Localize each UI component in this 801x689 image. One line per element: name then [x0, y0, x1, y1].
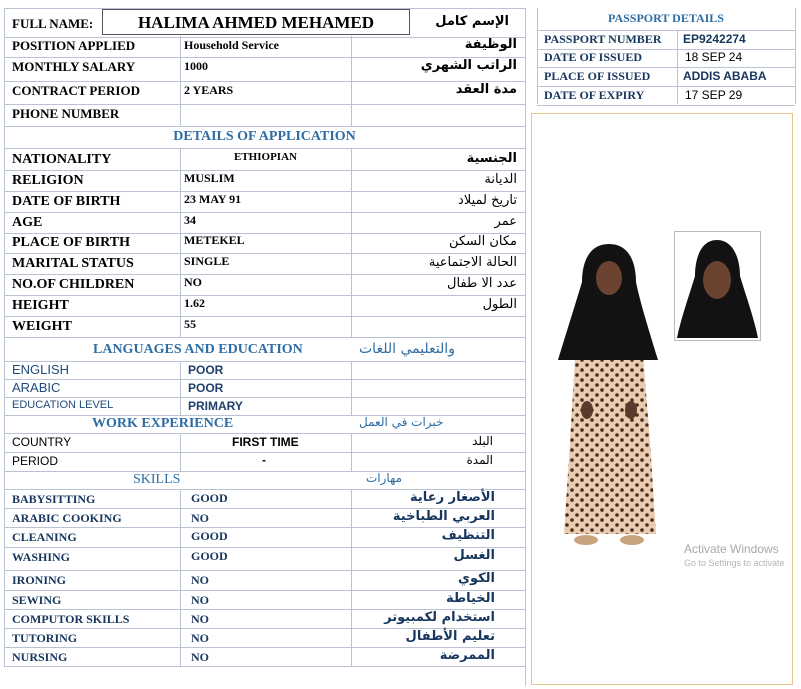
skill-row [4, 547, 525, 571]
portrait-image [675, 232, 760, 340]
passport-row-value: EP9242274 [683, 32, 746, 46]
passport-row-value: 17 SEP 29 [685, 88, 743, 102]
column-divider [351, 397, 352, 415]
skill-row-value: GOOD [191, 529, 228, 543]
details-row-value: ETHIOPIAN [234, 151, 297, 163]
work-row-label: COUNTRY [12, 435, 72, 449]
details-section-title: DETAILS OF APPLICATION [4, 126, 525, 149]
details-row [4, 295, 525, 317]
column-divider [351, 527, 352, 547]
column-divider [351, 489, 352, 508]
column-divider [351, 36, 352, 57]
column-divider [180, 57, 181, 81]
basic-row-label: MONTHLY SALARY [12, 59, 136, 74]
details-row-value: NO [184, 275, 202, 289]
column-divider [351, 57, 352, 81]
skill-row-ar: الأصغار رعاية [410, 490, 495, 505]
language-row-label: EDUCATION LEVEL [12, 399, 114, 411]
column-divider [351, 508, 352, 527]
details-row-value: METEKEL [184, 233, 245, 247]
column-divider [180, 295, 181, 316]
skill-row-ar: الغسل [453, 548, 495, 563]
basic-row-label: CONTRACT PERIOD [12, 83, 140, 98]
passport-row-value: ADDIS ABABA [683, 69, 767, 83]
details-row [4, 170, 525, 192]
column-divider [180, 628, 181, 647]
skill-row-label: IRONING [12, 573, 67, 587]
column-divider [351, 433, 352, 452]
skill-row-label: COMPUTOR SKILLS [12, 612, 130, 626]
details-row [4, 191, 525, 213]
details-row-ar: تاريخ لميلاد [458, 193, 517, 208]
column-divider [180, 397, 181, 415]
column-divider [351, 316, 352, 337]
languages-title-ar: والتعليمي اللغات [359, 341, 455, 357]
table-left-border [4, 8, 5, 666]
column-divider [180, 316, 181, 337]
details-row-ar: عمر [494, 214, 517, 229]
full-body-photo [554, 242, 664, 552]
skill-row-value: NO [191, 612, 209, 626]
skill-row-ar: التنظيف [441, 528, 495, 543]
photo-frame [531, 113, 793, 685]
full-name-row [4, 8, 525, 38]
work-section-header [4, 415, 525, 434]
details-row-label: RELIGION [12, 173, 84, 188]
column-divider [180, 433, 181, 452]
column-divider [180, 170, 181, 191]
skill-row-ar: استخدام لكمبيوتر [384, 610, 495, 625]
details-row-ar: الديانة [484, 172, 517, 187]
column-divider [351, 590, 352, 609]
basic-row-value: 2 YEARS [184, 83, 234, 97]
passport-row-value: 18 SEP 24 [685, 50, 743, 64]
skill-row [4, 647, 525, 667]
details-row-label: DATE OF BIRTH [12, 194, 121, 209]
language-row [4, 361, 525, 380]
passport-row [537, 67, 795, 87]
details-row-ar: مكان السكن [448, 234, 517, 249]
passport-row [537, 48, 795, 68]
column-divider [351, 570, 352, 590]
passport-row-label: DATE OF ISSUED [544, 50, 643, 64]
skill-row-label: CLEANING [12, 530, 77, 544]
details-row [4, 232, 525, 254]
work-row-value: - [262, 453, 266, 467]
details-row-ar: الحالة الاجتماعية [428, 255, 517, 270]
details-row-ar: الجنسية [466, 151, 517, 166]
details-row-label: WEIGHT [12, 319, 72, 334]
column-divider [180, 191, 181, 212]
column-divider [180, 647, 181, 666]
passport-divider [677, 30, 678, 104]
column-divider [180, 527, 181, 547]
details-row [4, 253, 525, 275]
activate-windows-subtitle: Go to Settings to activate [684, 558, 785, 568]
basic-row-ar: الوظيفة [464, 37, 517, 52]
skill-row-value: NO [191, 573, 209, 587]
column-divider [351, 379, 352, 397]
details-row-label: HEIGHT [12, 298, 69, 313]
skill-row-label: NURSING [12, 650, 68, 664]
full-name-label: FULL NAME: [12, 16, 94, 31]
column-divider [180, 361, 181, 379]
skill-row [4, 527, 525, 548]
basic-row-label: POSITION APPLIED [12, 38, 136, 53]
details-row-value: 34 [184, 213, 196, 227]
skills-title-ar: مهارات [366, 471, 403, 485]
column-divider [351, 361, 352, 379]
details-row [4, 149, 525, 171]
skill-row-ar: تعليم الأطفال [405, 629, 495, 644]
skill-row-label: ARABIC COOKING [12, 511, 122, 525]
details-row-ar: عدد الا طفال [447, 276, 517, 291]
skill-row-value: NO [191, 631, 209, 645]
languages-section-header [4, 339, 525, 362]
work-row-value: FIRST TIME [232, 435, 299, 449]
basic-row [4, 104, 525, 127]
column-divider [180, 104, 181, 126]
details-row-value: MUSLIM [184, 171, 235, 185]
details-row-label: PLACE OF BIRTH [12, 235, 131, 250]
column-divider [351, 81, 352, 104]
skill-row-label: BABYSITTING [12, 492, 96, 506]
column-divider [351, 191, 352, 212]
skill-row [4, 590, 525, 610]
column-divider [180, 274, 181, 295]
skill-row-ar: الكوي [458, 571, 495, 586]
passport-right-border [795, 8, 796, 104]
column-divider [351, 212, 352, 233]
passport-row-label: PASSPORT NUMBER [544, 32, 662, 46]
basic-row [4, 57, 525, 82]
work-title-ar: خبرات في العمل [359, 415, 444, 429]
column-divider [351, 253, 352, 274]
skill-row [4, 609, 525, 629]
column-divider [180, 212, 181, 233]
language-row-value: PRIMARY [188, 399, 243, 413]
skill-row-value: GOOD [191, 491, 228, 505]
skill-row-label: TUTORING [12, 631, 78, 645]
language-row-label: ENGLISH [12, 362, 70, 377]
skill-row-value: NO [191, 511, 209, 525]
languages-title: LANGUAGES AND EDUCATION [93, 342, 303, 357]
skill-row [4, 508, 525, 528]
passport-row [537, 86, 795, 106]
column-divider [351, 628, 352, 647]
passport-title: PASSPORT DETAILS [537, 8, 795, 31]
column-divider [351, 232, 352, 253]
column-divider [180, 36, 181, 57]
details-row-label: NATIONALITY [12, 152, 112, 167]
activate-windows-title: Activate Windows [684, 542, 779, 556]
work-row [4, 433, 525, 453]
basic-row-value: 1000 [184, 59, 208, 73]
details-row [4, 212, 525, 234]
skill-row [4, 489, 525, 509]
column-divider [180, 379, 181, 397]
basic-row-value: Household Service [184, 38, 279, 52]
work-row [4, 452, 525, 472]
column-divider [351, 647, 352, 666]
skill-row-ar: الخياطة [445, 591, 495, 606]
skill-row-value: NO [191, 593, 209, 607]
details-row-ar: الطول [482, 297, 517, 312]
details-row [4, 274, 525, 296]
column-divider [351, 104, 352, 126]
work-row-label: PERIOD [12, 454, 59, 468]
column-divider [351, 295, 352, 316]
skills-title: SKILLS [133, 472, 181, 487]
basic-row-ar: مدة العقد [455, 82, 517, 97]
column-divider [180, 81, 181, 104]
basic-row-ar: الراتب الشهري [420, 58, 517, 73]
column-divider [180, 590, 181, 609]
details-row [4, 316, 525, 338]
details-row-value: 23 MAY 91 [184, 192, 242, 206]
skill-row-ar: الممرضة [439, 648, 495, 663]
skill-row-label: SEWING [12, 593, 62, 607]
column-divider [180, 452, 181, 471]
passport-row-label: PLACE OF ISSUED [544, 69, 651, 83]
details-row-label: MARITAL STATUS [12, 256, 134, 271]
skill-row [4, 570, 525, 591]
full-name-value: HALIMA AHMED MEHAMED [102, 9, 410, 35]
work-row-ar: المدة [466, 453, 493, 467]
details-row-value: 55 [184, 317, 196, 331]
column-divider [351, 274, 352, 295]
language-row-value: POOR [188, 363, 224, 377]
passport-row-label: DATE OF EXPIRY [544, 88, 645, 102]
details-row-label: AGE [12, 215, 43, 230]
skill-row-value: GOOD [191, 549, 228, 563]
column-divider [180, 547, 181, 570]
basic-row [4, 81, 525, 105]
language-row-value: POOR [188, 381, 224, 395]
language-row [4, 397, 525, 416]
column-divider [351, 149, 352, 170]
column-divider [180, 253, 181, 274]
skills-section-header [4, 471, 525, 490]
column-divider [180, 609, 181, 628]
language-row [4, 379, 525, 398]
work-row-ar: البلد [472, 434, 493, 448]
column-divider [351, 547, 352, 570]
column-divider [180, 489, 181, 508]
skill-row-label: WASHING [12, 550, 71, 564]
work-title: WORK EXPERIENCE [92, 416, 234, 431]
column-divider [180, 232, 181, 253]
skill-row [4, 628, 525, 648]
skill-row-ar: العربي الطباخية [392, 509, 495, 524]
details-row-label: NO.OF CHILDREN [12, 277, 135, 292]
passport-left-border [537, 8, 538, 104]
details-row-value: 1.62 [184, 296, 205, 310]
column-divider [180, 570, 181, 590]
basic-row [4, 36, 525, 58]
details-row-value: SINGLE [184, 254, 230, 268]
basic-row-label: PHONE NUMBER [12, 106, 120, 121]
column-divider [351, 452, 352, 471]
language-row-label: ARABIC [12, 380, 61, 395]
column-divider [180, 508, 181, 527]
full-name-ar: الإسم كامل [435, 14, 509, 29]
table-right-border [525, 8, 526, 686]
passport-row [537, 30, 795, 50]
skill-row-value: NO [191, 650, 209, 664]
column-divider [180, 149, 181, 170]
column-divider [351, 609, 352, 628]
column-divider [351, 170, 352, 191]
passport-photo [674, 231, 761, 341]
